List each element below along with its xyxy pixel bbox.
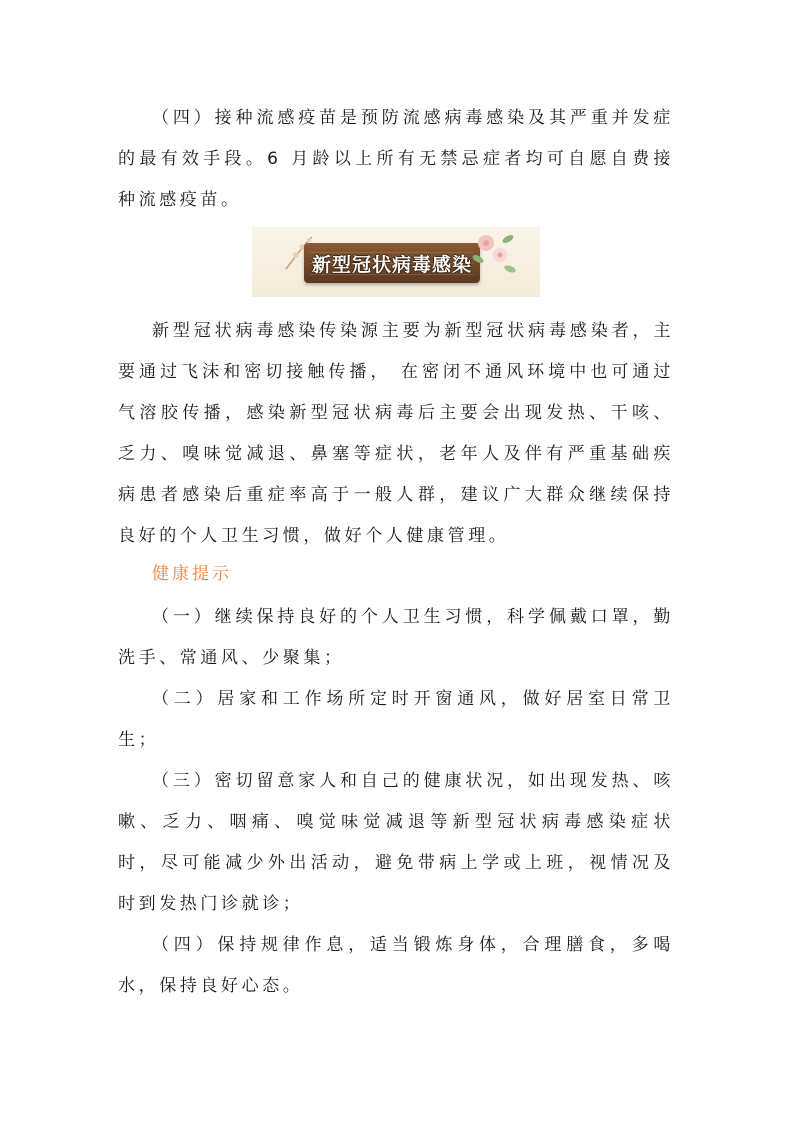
tips-heading: 健康提示 — [152, 564, 232, 584]
wood-board — [304, 243, 480, 283]
tip-item: （三）密切留意家人和自己的健康状况，如出现发热、咳嗽、乏力、咽痛、嗅觉味觉减退等新型冠状病毒感染症状时，尽可能减少外出活动，避免带病上学或上班，视情况及时到发热门诊就诊； — [118, 771, 674, 914]
tip-item: （二）居家和工作场所定时开窗通风，做好居室日常卫生； — [118, 689, 674, 750]
tip-item: （一）继续保持良好的个人卫生习惯，科学佩戴口罩，勤洗手、常通风、少聚集； — [118, 607, 674, 668]
tip-item: （四）保持规律作息，适当锻炼身体，合理膳食，多喝水，保持良好心态。 — [118, 935, 674, 996]
body-paragraph: 新型冠状病毒感染传染源主要为新型冠状病毒感染者，主要通过飞沫和密切接触传播， 在密闭不通风环境中也可通过气溶胶传播，感染新型冠状病毒后主要会出现发热、干咳、乏力、嗅味觉减退、鼻塞等症状，老年人及伴有严重基础疾病患者感染后重症率高于一般人群，建议广大群众继续保持良好的个人卫生习惯，做好个人健康管理。 — [118, 321, 674, 546]
intro-paragraph: （四）接种流感疫苗是预防流感病毒感染及其严重并发症的最有效手段。6 月龄以上所有无禁忌症者均可自愿自费接种流感疫苗。 — [118, 108, 674, 210]
flower-icon — [470, 229, 518, 281]
banner-title: 新型冠状病毒感染 — [311, 253, 472, 276]
banner-image — [252, 227, 540, 297]
document-page — [118, 98, 674, 1007]
section-banner — [118, 227, 674, 297]
